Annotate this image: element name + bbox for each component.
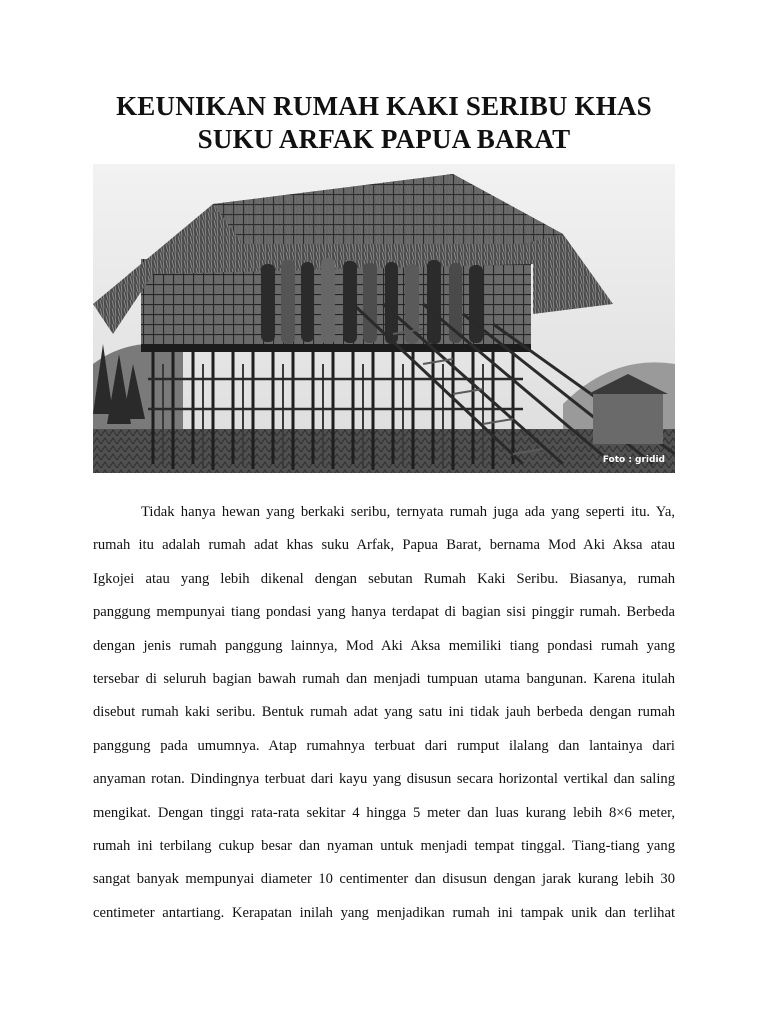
stilt-house-illustration [93,164,675,473]
photo-credit: Foto : gridid [602,455,665,465]
paragraph-line: panggung pada umumnya. Atap rumahnya terbuat dari rumput ilalang dan lantainya dari [93,737,675,754]
paragraph-line: disebut rumah kaki seribu. Bentuk rumah adat yang satu ini tidak jauh berbeda dengan rumah [93,704,675,721]
paragraph-line: rumah itu adalah rumah adat khas suku Arfak, Papua Barat, bernama Mod Aki Aksa atau [93,537,675,554]
paragraph-line: dengan jenis rumah panggung lainnya, Mod Aki Aksa memiliki tiang pondasi rumah yang [93,637,675,654]
stilt-house-photo [93,164,675,473]
paragraph-line: panggung mempunyai tiang pondasi yang hanya terdapat di bagian sisi pinggir rumah. Berbeda [93,604,675,621]
paragraph-line: anyaman rotan. Dindingnya terbuat dari kayu yang disusun secara horizontal vertikal dan saling [93,771,675,788]
paragraph-line: Tidak hanya hewan yang berkaki seribu, ternyata rumah juga ada yang seperti itu. Ya, [141,504,675,520]
paragraph-line: centimeter antartiang. Kerapatan inilah yang menjadikan rumah ini tampak unik dan terlihat [93,904,675,921]
body-paragraph [93,496,675,930]
paragraph-line: mengikat. Dengan tinggi rata-rata sekitar 4 hingga 5 meter dan luas kurang lebih 8×6 meter, [93,804,675,821]
paragraph-line: rumah ini terbilang cukup besar dan nyaman untuk menjadi tempat tinggal. Tiang-tiang yang [93,837,675,854]
paragraph-line: sangat banyak mempunyai diameter 10 centimenter dan disusun dengan jarak kurang lebih 30 [93,871,675,888]
title-line-1: KEUNIKAN RUMAH KAKI SERIBU KHAS [116,91,652,121]
paragraph-line: tersebar di seluruh bagian bawah rumah dan menjadi tumpuan utama bangunan. Karena itulah [93,670,675,687]
page-title [60,90,708,156]
paragraph-line: Igkojei atau yang lebih dikenal dengan sebutan Rumah Kaki Seribu. Biasanya, rumah [93,570,675,587]
title-line-2: SUKU ARFAK PAPUA BARAT [197,124,571,154]
